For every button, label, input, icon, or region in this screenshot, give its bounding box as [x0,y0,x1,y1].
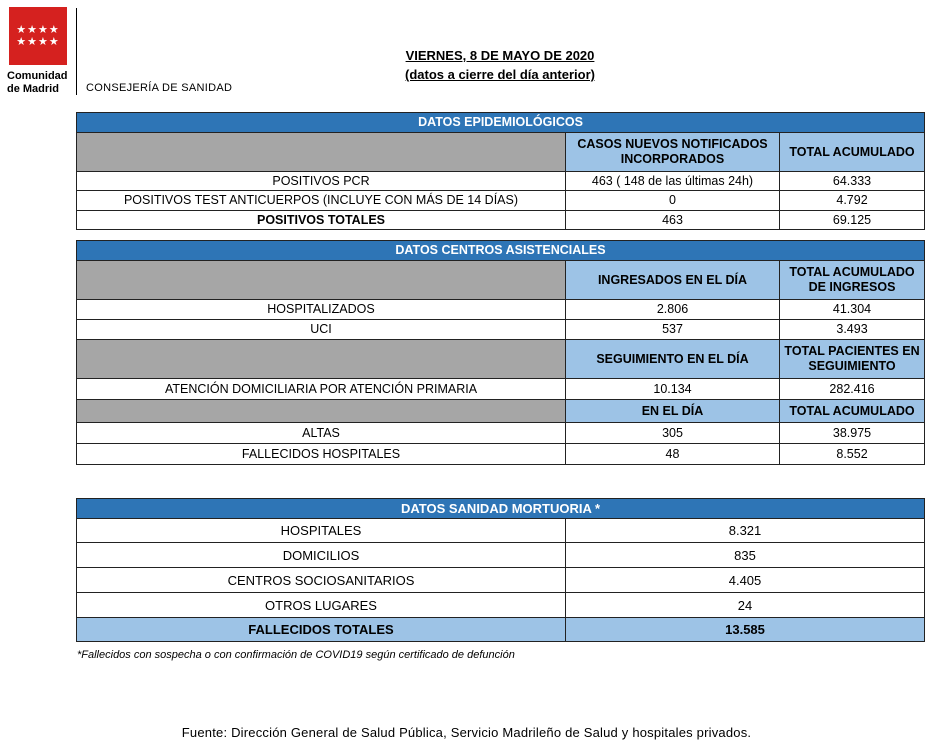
table-header-row [77,261,925,300]
table-row [77,543,925,568]
grey-header-cell [77,400,566,423]
logo-stars-top: ★★★★ [16,24,60,36]
row-new: 0 [566,191,780,211]
table-row [77,423,925,444]
row-label: POSITIVOS TEST ANTICUERPOS (INCLUYE CON MÁS DE 14 DÍAS) [77,191,566,211]
table-row [77,593,925,618]
row-day: 537 [566,320,780,340]
table-title-row [77,499,925,519]
logo-name-line2: de Madrid [7,83,59,95]
row-total: 8.552 [780,444,925,465]
report-subtitle: (datos a cierre del día anterior) [404,67,595,82]
col-header-admitted-day: INGRESADOS EN EL DÍA [566,261,780,300]
table-row [77,444,925,465]
table-row [77,519,925,543]
row-label: HOSPITALES [77,519,566,543]
table-row [77,300,925,320]
row-day: 10.134 [566,379,780,400]
row-value: 24 [566,593,925,618]
mort-title: DATOS SANIDAD MORTUORIA * [77,499,925,519]
table-row [77,568,925,593]
row-label: POSITIVOS PCR [77,172,566,191]
logo-name [7,70,68,96]
row-total: 4.792 [780,191,925,211]
row-label: FALLECIDOS HOSPITALES [77,444,566,465]
department-name: CONSEJERÍA DE SANIDAD [86,82,233,94]
table-row [77,211,925,230]
row-day: 48 [566,444,780,465]
row-value: 835 [566,543,925,568]
row-day: 305 [566,423,780,444]
logo-name-line1: Comunidad [7,70,68,82]
table-title-row [77,113,925,133]
row-new: 463 [566,211,780,230]
report-date: VIERNES, 8 DE MAYO DE 2020 [405,48,595,63]
total-label: FALLECIDOS TOTALES [77,618,566,642]
centros-title: DATOS CENTROS ASISTENCIALES [77,241,925,261]
mortuary-table [76,498,925,642]
epi-title: DATOS EPIDEMIOLÓGICOS [77,113,925,133]
row-value: 8.321 [566,519,925,543]
col-header-new-cases: CASOS NUEVOS NOTIFICADOS INCORPORADOS [566,133,780,172]
row-label: CENTROS SOCIOSANITARIOS [77,568,566,593]
table-row [77,172,925,191]
total-row [77,618,925,642]
grey-header-cell [77,261,566,300]
row-label: OTROS LUGARES [77,593,566,618]
table-header-row [77,340,925,379]
row-new: 463 ( 148 de las últimas 24h) [566,172,780,191]
row-label: ATENCIÓN DOMICILIARIA POR ATENCIÓN PRIMARIA [77,379,566,400]
row-label: UCI [77,320,566,340]
logo-divider [76,8,77,95]
row-label: POSITIVOS TOTALES [77,211,566,230]
row-total: 41.304 [780,300,925,320]
table-header-row [77,133,925,172]
source-line: Fuente: Dirección General de Salud Pública, Servicio Madrileño de Salud y hospitales privados. [181,725,752,740]
col-header-admitted-total: TOTAL ACUMULADO DE INGRESOS [780,261,925,300]
grey-header-cell [77,340,566,379]
row-total: 38.975 [780,423,925,444]
row-label: DOMICILIOS [77,543,566,568]
grey-header-cell [77,133,566,172]
logo-stars-bottom: ★★★★ [16,36,60,48]
row-total: 3.493 [780,320,925,340]
comunidad-madrid-logo [9,7,67,65]
table-header-row [77,400,925,423]
row-total: 64.333 [780,172,925,191]
col-header-day: EN EL DÍA [566,400,780,423]
col-header-cumulative: TOTAL ACUMULADO [780,400,925,423]
healthcare-centres-table [76,240,925,465]
table-row [77,191,925,211]
row-total: 282.416 [780,379,925,400]
col-header-followup-total: TOTAL PACIENTES EN SEGUIMIENTO [780,340,925,379]
row-label: ALTAS [77,423,566,444]
row-day: 2.806 [566,300,780,320]
footnote: *Fallecidos con sospecha o con confirmación de COVID19 según certificado de defunción [77,649,515,661]
table-title-row [77,241,925,261]
row-label: HOSPITALIZADOS [77,300,566,320]
epidemiological-table [76,112,925,230]
table-row [77,379,925,400]
col-header-total: TOTAL ACUMULADO [780,133,925,172]
col-header-followup-day: SEGUIMIENTO EN EL DÍA [566,340,780,379]
table-row [77,320,925,340]
row-value: 4.405 [566,568,925,593]
total-value: 13.585 [566,618,925,642]
row-total: 69.125 [780,211,925,230]
